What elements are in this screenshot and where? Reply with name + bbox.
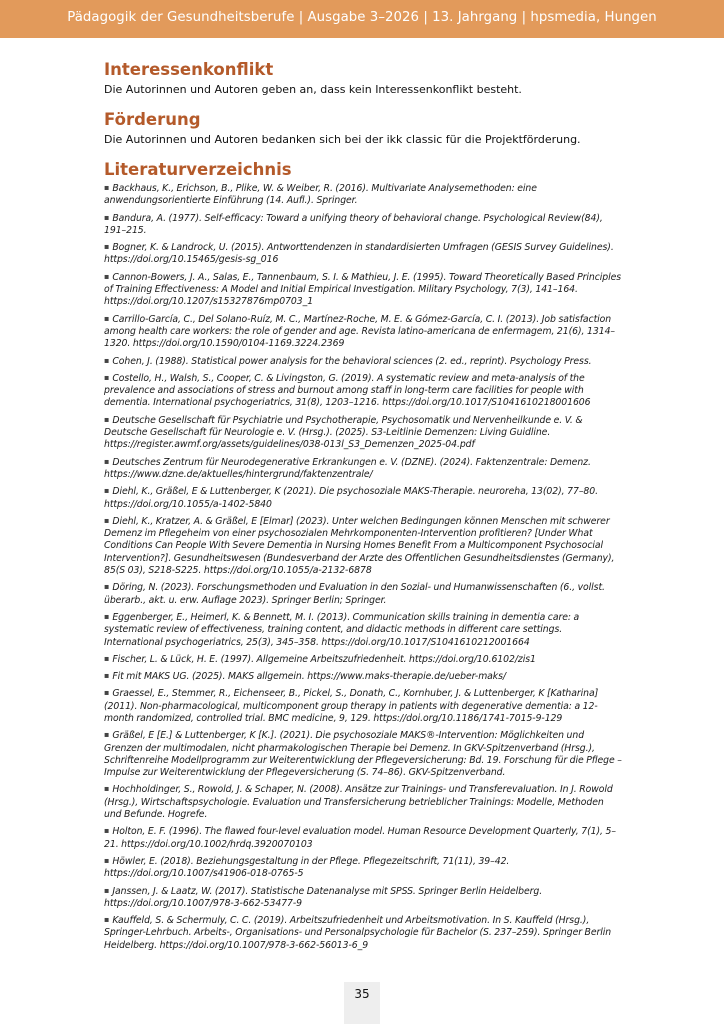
reference-text: Kauffeld, S. & Schermuly, C. C. (2019). Arbeitszufriedenheit und Arbeitsmotivation. In S. Kauffeld (Hrsg.), Springer-Lehrbuch. Arbeits-, Organisations- und Personalpsychologie für Bachelor (S. 237–259). Springer Berlin Heidelberg. https://doi.org/10.1007/978-3-662-56013-6_9 [104, 915, 612, 951]
bullet-icon: ▪ [104, 688, 110, 698]
references-heading: Literaturverzeichnis [104, 160, 292, 179]
bullet-icon: ▪ [104, 271, 110, 281]
bullet-icon: ▪ [104, 885, 110, 895]
reference-item [104, 885, 622, 911]
reference-text: Holton, E. F. (1996). The flawed four-level evaluation model. Human Resource Development Quarterly, 7(1), 5–21. https://doi.org/10.1002/hrdq.3920070103 [104, 826, 616, 850]
reference-item [104, 271, 622, 309]
reference-item [104, 825, 622, 851]
reference-item [104, 914, 622, 952]
reference-item [104, 670, 622, 683]
funding-heading: Förderung [104, 110, 201, 129]
bullet-icon: ▪ [104, 486, 110, 496]
bullet-icon: ▪ [104, 515, 110, 525]
reference-item [104, 372, 622, 410]
reference-text: Carrillo-García, C., Del Solano-Ruíz, M. C., Martínez-Roche, M. E. & Gómez-García, C. I. (2013). Job satisfaction among health care workers: the role of gender and age. Revista latino-americana de enfermagem, 21(6), 1314–1320. https://doi.org/10.1590/0104-1169.3224.2369 [104, 313, 615, 350]
reference-item [104, 212, 622, 238]
reference-text: Fischer, L. & Lück, H. E. (1997). Allgemeine Arbeitszufriedenheit. https://doi.org/10.6102/zis1 [112, 653, 536, 665]
bullet-icon: ▪ [104, 730, 110, 740]
reference-item [104, 414, 622, 452]
bullet-icon: ▪ [104, 372, 110, 382]
conflict-text: Die Autorinnen und Autoren geben an, dass kein Interessenkonflikt besteht. [104, 83, 522, 96]
reference-item [104, 355, 622, 368]
page-content [104, 60, 622, 956]
bullet-icon: ▪ [104, 242, 110, 252]
bullet-icon: ▪ [104, 582, 110, 592]
reference-item [104, 515, 622, 577]
reference-text: Fit mit MAKS UG. (2025). MAKS allgemein. https://www.maks-therapie.de/ueber-maks/ [112, 671, 506, 683]
reference-item [104, 313, 622, 351]
reference-item [104, 241, 622, 267]
page-number: 35 [354, 987, 370, 1001]
reference-text: Janssen, J. & Laatz, W. (2017). Statistische Datenanalyse mit SPSS. Springer Berlin Heidelberg. https://doi.org/10.1007/978-3-662-53477-9 [104, 885, 543, 909]
references-section [104, 160, 622, 952]
reference-text: Graessel, E., Stemmer, R., Eichenseer, B., Pickel, S., Donath, C., Kornhuber, J. & Luttenberger, K [Katharina] (2011). Non-pharmacological, multicomponent group therapy in patients with degenerative dementia: a 12-month randomized, controlled trial. BMC medicine, 9, 129. https://doi.org/10.1186/1741-7015-9-129 [104, 688, 599, 724]
funding-section [104, 110, 622, 147]
reference-item [104, 485, 622, 511]
bullet-icon: ▪ [104, 784, 110, 794]
bullet-icon: ▪ [104, 414, 110, 424]
bullet-icon: ▪ [104, 671, 110, 681]
journal-header-text: Pädagogik der Gesundheitsberufe | Ausgabe 3–2026 | 13. Jahrgang | hpsmedia, Hungen [67, 10, 657, 25]
bullet-icon: ▪ [104, 183, 110, 192]
page-number-box [344, 982, 380, 1024]
reference-text: Hochholdinger, S., Rowold, J. & Schaper, N. (2008). Ansätze zur Trainings- und Transferevaluation. In J. Rowold (Hrsg.), Wirtschaftspsychologie. Evaluation und Transfersicherung betrieblicher Trainings: Modelle, Methoden und Befunde. Hogrefe. [104, 784, 613, 821]
reference-text: Bandura, A. (1977). Self-efficacy: Toward a unifying theory of behavioral change. Psychological Review(84), 191–215. [104, 212, 603, 236]
reference-item [104, 611, 622, 649]
bullet-icon: ▪ [104, 456, 110, 466]
reference-text: Costello, H., Walsh, S., Cooper, C. & Livingston, G. (2019). A systematic review and meta-analysis of the prevalence and associations of stress and burnout among staff in long-term care facilities for people with dementia. International psychogeriatrics, 31(8), 1203–1216. https://doi.org/10.1017/S1041610218001606 [104, 372, 591, 409]
reference-text: Cohen, J. (1988). Statistical power analysis for the behavioral sciences (2. ed., reprint). Psychology Press. [112, 355, 592, 367]
reference-list [104, 182, 622, 952]
reference-item [104, 581, 622, 607]
reference-text: Döring, N. (2023). Forschungsmethoden und Evaluation in den Sozial- und Humanwissenschaften (6., vollst. überarb., akt. u. erw. Auflage 2023). Springer Berlin; Springer. [104, 582, 605, 606]
reference-text: Gräßel, E [E.] & Luttenberger, K [K.]. (2021). Die psychosoziale MAKS®-Intervention: Möglichkeiten und Grenzen der multimodalen, nicht pharmakologischen Therapie bei Demenz. In GKV-Spitzenverband (Hrsg.), Schriftenreihe Modellprogramm zur Weiterentwicklung der Pflegeversicherung: Bd. 19. Forschung für die Pflege – Impulse zur Weiterentwicklung der Pflegeversicherung (S. 74–86). GKV-Spitzenverband. [104, 730, 622, 779]
bullet-icon: ▪ [104, 915, 110, 925]
reference-text: Diehl, K., Kratzer, A. & Gräßel, E [Elmar] (2023). Unter welchen Bedingungen können Menschen mit schwerer Demenz im Pflegeheim von einer psychosozialen Mehrkomponenten-Intervention profitieren? [Under What Conditions Can People With Severe Dementia in Nursing Homes Benefit From a Multicomponent Psychosocial Intervention?]. Gesundheitswesen (Bundesverband der Arzte des Offentlichen Gesundheitsdienstes (Germany), 85(S 03), S218-S225. https://doi.org/10.1055/a-2132-6878 [104, 515, 615, 577]
reference-item [104, 855, 622, 881]
reference-text: Höwler, E. (2018). Beziehungsgestaltung in der Pflege. Pflegezeitschrift, 71(11), 39–42. https://doi.org/10.1007/s41906-018-0765-5 [104, 855, 510, 880]
reference-text: Diehl, K., Gräßel, E & Luttenberger, K (2021). Die psychosoziale MAKS-Therapie. neuroreha, 13(02), 77–80. https://doi.org/10.1055/a-1402-5840 [104, 486, 598, 510]
reference-text: Deutsche Gesellschaft für Psychiatrie und Psychotherapie, Psychosomatik und Nervenheilkunde e. V. & Deutsche Gesellschaft für Neurologie e. V. (Hrsg.). (2025). S3-Leitlinie Demenzen: Living Guidline. https://register.awmf.org/assets/guidelines/038-013l_S3_Demenzen_2025-04.pdf [104, 414, 583, 451]
reference-text: Bogner, K. & Landrock, U. (2015). Antworttendenzen in standardisierten Umfragen (GESIS Survey Guidelines). https://doi.org/10.15465/gesis-sg_016 [104, 242, 614, 266]
bullet-icon: ▪ [104, 313, 110, 323]
conflict-section [104, 60, 622, 97]
reference-item [104, 653, 622, 666]
reference-text: Backhaus, K., Erichson, B., Plike, W. & Weiber, R. (2016). Multivariate Analysemethoden: eine anwendungsorientierte Einführung (14. Aufl.). Springer. [104, 183, 537, 207]
bullet-icon: ▪ [104, 826, 110, 836]
reference-item [104, 456, 622, 482]
reference-item [104, 729, 622, 779]
reference-text: Eggenberger, E., Heimerl, K. & Bennett, M. I. (2013). Communication skills training in dementia care: a systematic review of effectiveness, training content, and didactic methods in different care settings. International psychogeriatrics, 25(3), 345–358. https://doi.org/10.1017/S1041610212001664 [104, 611, 580, 648]
reference-item [104, 687, 622, 725]
bullet-icon: ▪ [104, 653, 110, 663]
conflict-heading: Interessenkonflikt [104, 60, 274, 79]
bullet-icon: ▪ [104, 855, 110, 865]
reference-item [104, 783, 622, 821]
funding-text: Die Autorinnen und Autoren bedanken sich bei der ikk classic für die Projektförderung. [104, 133, 581, 146]
journal-header-bar [0, 0, 724, 38]
reference-text: Deutsches Zentrum für Neurodegenerative Erkrankungen e. V. (DZNE). (2024). Faktenzentrale: Demenz. https://www.dzne.de/aktuelles/hintergrund/faktenzentrale/ [104, 456, 591, 480]
bullet-icon: ▪ [104, 355, 110, 365]
reference-item [104, 182, 622, 208]
reference-text: Cannon-Bowers, J. A., Salas, E., Tannenbaum, S. I. & Mathieu, J. E. (1995). Toward Theoretically Based Principles of Training Effectiveness: A Model and Initial Empirical Investigation. Military Psychology, 7(3), 141–164. https://doi.org/10.1207/s15327876mp0703_1 [104, 271, 622, 308]
bullet-icon: ▪ [104, 212, 110, 222]
bullet-icon: ▪ [104, 611, 110, 621]
